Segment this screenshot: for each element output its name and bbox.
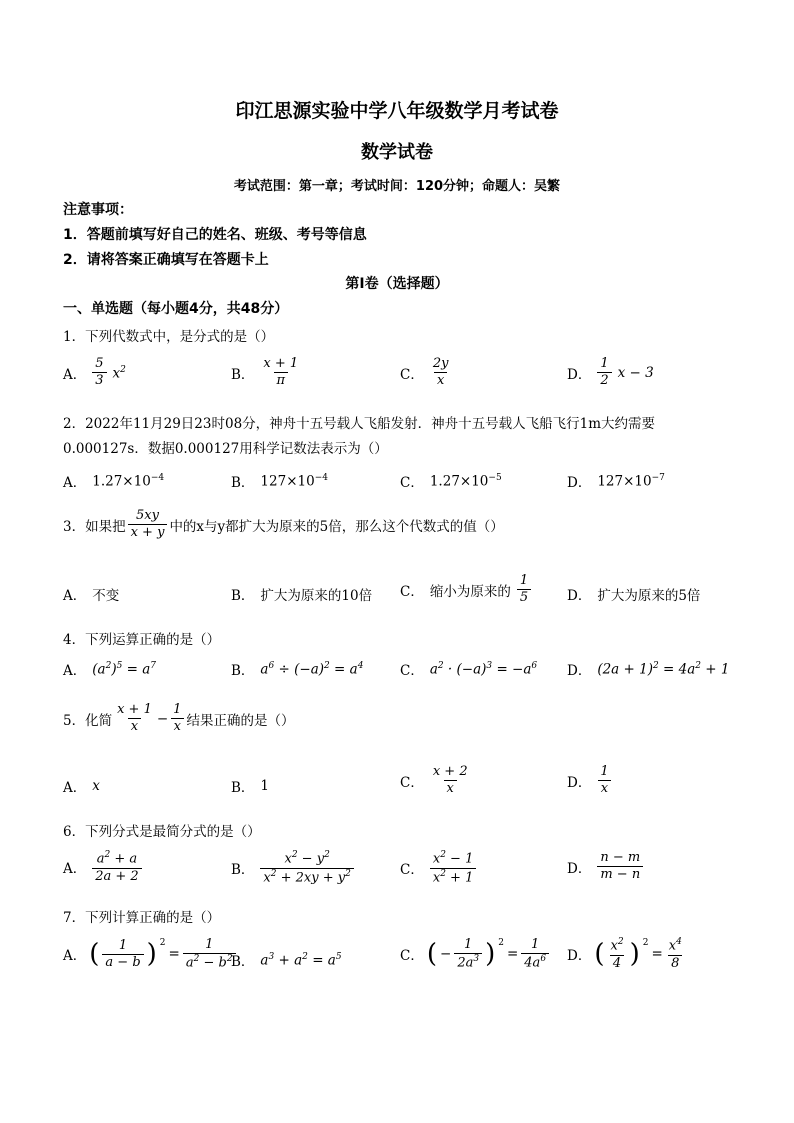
question-4-stem: 4．下列运算正确的是（） [63, 632, 221, 648]
question-2-stem: 2．2022年11月29日23时08分，神舟十五号载人飞船发射．神舟十五号载人飞船飞行1m大约需要 [63, 416, 656, 432]
exam-subtitle: 数学试卷 [361, 142, 433, 163]
q7-option-a[interactable]: A． ( $\frac{1}{a - b}$ ) $^2$ = $\frac{1}{a^2 - b^2}$ [63, 938, 236, 971]
note-item-2: 2．请将答案正确填写在答题卡上 [63, 252, 269, 268]
q4-option-b[interactable]: B． $a^6 \div (-a)^2 = a^4$ [231, 660, 364, 679]
q6-option-d[interactable]: D． $\frac{n - m}{m - n}$ [567, 851, 643, 883]
q3-option-b[interactable]: B． 扩大为原来的10倍 [231, 588, 373, 604]
part-heading: 一、单选题（每小题4分，共48分） [63, 301, 289, 317]
exam-title: 印江思源实验中学八年级数学月考试卷 [235, 100, 559, 122]
fraction: $\frac{x^2}{4}$ [610, 937, 624, 971]
q5-option-d[interactable]: D． $\frac{1}{x}$ [567, 765, 612, 797]
fraction: $\frac{5xy}{x + y}$ [128, 509, 168, 541]
q5-option-a[interactable]: A． x [63, 778, 100, 796]
fraction: $\frac{1}{x}$ [170, 703, 184, 735]
q5-option-c[interactable]: C． $\frac{x + 2}{x}$ [400, 765, 471, 797]
q2-option-a[interactable]: A． $1.27\times 10^{-4}$ [63, 472, 165, 491]
question-6-stem: 6．下列分式是最简分式的是（） [63, 824, 261, 840]
q3-option-d[interactable]: D． 扩大为原来的5倍 [567, 588, 701, 604]
q2-option-d[interactable]: D． $127\times 10^{-7}$ [567, 472, 665, 491]
fraction: $\frac{x + 1}{\pi}$ [263, 356, 299, 389]
fraction: $\frac{x^2 - y^2}{x^2 + 2xy + y^2}$ [260, 851, 353, 885]
q2-option-b[interactable]: B． $127\times 10^{-4}$ [231, 472, 328, 491]
fraction: $\frac{1}{a^2 - b^2}$ [183, 938, 236, 971]
fraction: $\frac{1}{a - b}$ [102, 939, 143, 971]
fraction: $\frac{x + 1}{x}$ [117, 702, 152, 735]
fraction: $\frac{a^2 + a}{2a + 2}$ [92, 851, 141, 884]
note-item-1: 1．答题前填写好自己的姓名、班级、考号等信息 [63, 227, 367, 243]
question-1-stem: 1．下列代数式中，是分式的是（） [63, 329, 275, 345]
fraction: $\frac{1}{x}$ [597, 765, 611, 797]
q4-option-d[interactable]: D． $(2a + 1)^2 = 4a^2 + 1$ [567, 660, 730, 679]
question-2-stem-cont: 0.000127s．数据0.000127用科学记数法表示为（） [63, 441, 388, 457]
q5-option-b[interactable]: B． 1 [231, 778, 270, 796]
fraction: $\frac{x^4}{8}$ [668, 937, 682, 971]
fraction: $\frac{x + 2}{x}$ [432, 764, 468, 797]
volume-heading: 第Ⅰ卷（选择题） [345, 276, 449, 292]
q6-option-a[interactable]: A． $\frac{a^2 + a}{2a + 2}$ [63, 851, 142, 884]
q1-option-a[interactable]: A． $\frac{5}{3}$ $x^2$ [63, 356, 126, 389]
fraction: $\frac{x^2 - 1}{x^2 + 1}$ [430, 851, 477, 885]
q6-option-b[interactable]: B． $\frac{x^2 - y^2}{x^2 + 2xy + y^2}$ [231, 851, 354, 885]
fraction: $\frac{1}{2}$ [597, 357, 611, 389]
q7-option-b[interactable]: B． $a^3 + a^2 = a^5$ [231, 951, 342, 970]
fraction: $\frac{2y}{x}$ [432, 356, 449, 389]
q7-option-d[interactable]: D． ( $\frac{x^2}{4}$ ) $^2$ = $\frac{x^4}{8}$ [567, 938, 685, 971]
q3-option-c[interactable]: C． 缩小为原来的 $\frac{1}{5}$ [400, 574, 531, 606]
q3-option-a[interactable]: A． 不变 [63, 588, 120, 604]
question-5-stem: 5．化简 $\frac{x + 1}{x}$ − $\frac{1}{x}$ 结果正确的是（） [63, 702, 295, 735]
fraction: $\frac{n - m}{m - n}$ [597, 851, 643, 883]
exam-info: 考试范围：第一章；考试时间：120分钟；命题人：吴繁 [233, 179, 561, 194]
fraction: $\frac{5}{3}$ [92, 357, 106, 389]
q6-option-c[interactable]: C． $\frac{x^2 - 1}{x^2 + 1}$ [400, 851, 476, 885]
q4-option-a[interactable]: A． $(a^2)^5 = a^7$ [63, 660, 157, 679]
q1-option-c[interactable]: C． $\frac{2y}{x}$ [400, 357, 451, 389]
q7-option-c[interactable]: C． ( − $\frac{1}{2a^3}$ ) $^2$ = $\frac{1}{4a^6}$ [400, 938, 549, 971]
question-7-stem: 7．下列计算正确的是（） [63, 910, 221, 926]
q1-option-d[interactable]: D． $\frac{1}{2}$ x − 3 [567, 356, 654, 389]
fraction: $\frac{1}{2a^3}$ [454, 938, 482, 971]
fraction: $\frac{1}{5}$ [517, 574, 531, 606]
notes-heading: 注意事项： [63, 202, 133, 218]
q2-option-c[interactable]: C． $1.27\times 10^{-5}$ [400, 472, 502, 491]
question-3-stem: 3．如果把 $\frac{5xy}{x + y}$ 中的x与y都扩大为原来的5倍，那么这个代数式的值（） [63, 508, 504, 541]
q1-option-b[interactable]: B． $\frac{x + 1}{\pi}$ [231, 357, 301, 389]
q4-option-c[interactable]: C． $a^2 \cdot (-a)^3 = -a^6$ [400, 660, 538, 679]
fraction: $\frac{1}{4a^6}$ [521, 938, 549, 971]
